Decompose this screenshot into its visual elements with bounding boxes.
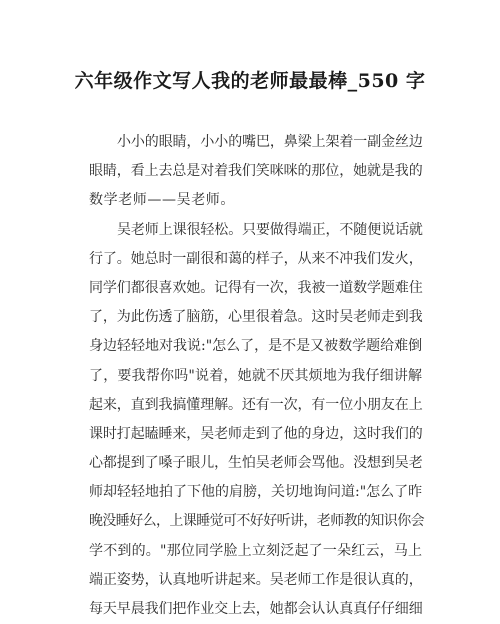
text-line: 起来，直到我搞懂理解。还有一次，有一位小朋友在上 xyxy=(89,396,423,413)
document-body xyxy=(89,128,424,624)
text-line: 晚没睡好么，上课睡觉可不好好听讲，老师教的知识你会 xyxy=(89,513,424,530)
text-line: 眼睛，看上去总是对着我们笑咪咪的那位，她就是我的 xyxy=(89,163,423,180)
text-line: 数学老师——吴老师。 xyxy=(89,192,235,209)
text-line: 每天早晨我们把作业交上去，她都会认认真真仔仔细细 xyxy=(89,601,423,617)
text-line: 了，为此伤透了脑筋，心里很着急。这时吴老师走到我 xyxy=(89,309,423,326)
text-line: 同学们都很喜欢她。记得有一次，我被一道数学题难住 xyxy=(89,279,423,296)
text-line: 端正姿势，认真地听讲起来。吴老师工作是很认真的， xyxy=(89,571,423,588)
text-line: 行了。她总时一副很和蔼的样子，从来不冲我们发火， xyxy=(89,250,423,267)
text-line: 了，要我帮你吗"说着，她就不厌其烦地为我仔细讲解 xyxy=(89,367,423,384)
document-title: 六年级作文写人我的老师最最棒_550 字 xyxy=(74,70,426,92)
text-line: 小小的眼睛，小小的嘴巴，鼻梁上架着一副金丝边 xyxy=(117,134,423,150)
text-line: 心都提到了嗓子眼儿，生怕吴老师会骂他。没想到吴老 xyxy=(89,455,423,472)
text-line: 课时打起瞌睡来，吴老师走到了他的身边，这时我们的 xyxy=(89,425,423,442)
text-line: 吴老师上课很轻松。只要做得端正，不随便说话就 xyxy=(117,221,423,238)
text-line: 师却轻轻地拍了下他的肩膀，关切地询问道:"怎么了昨 xyxy=(89,484,423,501)
text-line: 身边轻轻地对我说:"怎么了，是不是又被数学题给难倒 xyxy=(89,338,423,355)
text-line: 学不到的。"那位同学脸上立刻泛起了一朵红云，马上 xyxy=(89,542,423,559)
